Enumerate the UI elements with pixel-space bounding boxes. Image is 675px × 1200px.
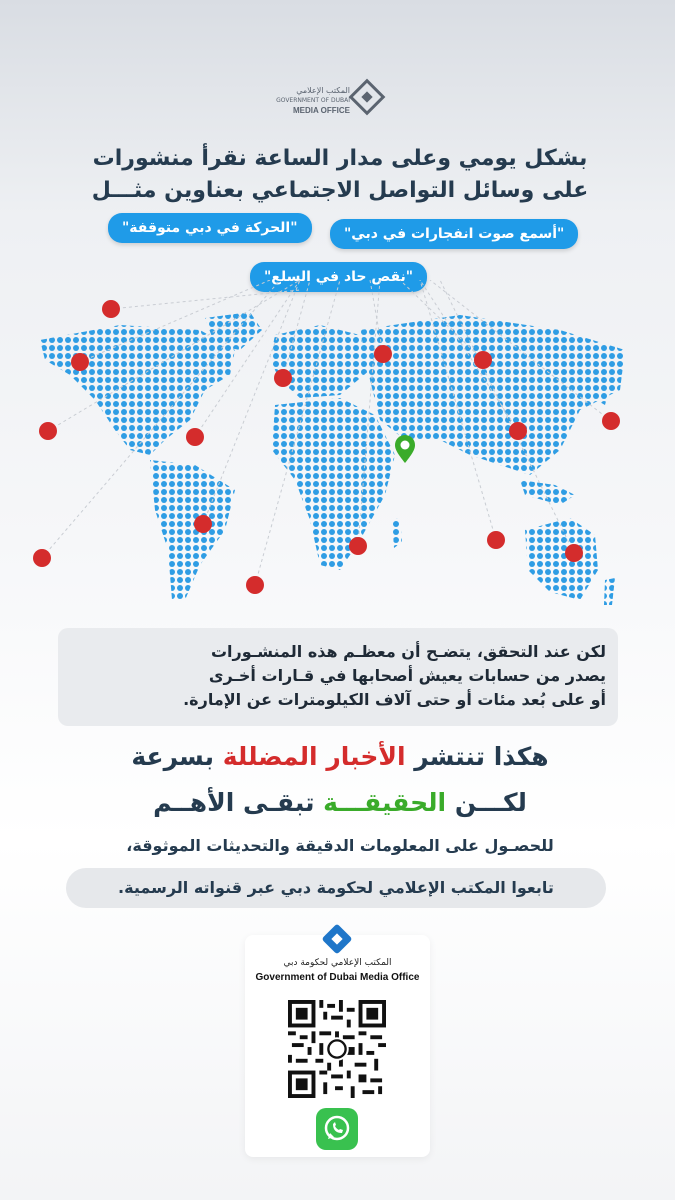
emphasis-2-post: تبقـى الأهــم (153, 788, 324, 817)
red-dot (186, 428, 204, 446)
red-dot (246, 576, 264, 594)
headline-line-2: على وسائل التواصل الاجتماعي بعناوين مثـــل (91, 178, 589, 203)
location-pin-icon (395, 435, 415, 463)
follow-line-2: تابعوا المكتب الإعلامي لحكومة دبي عبر قنواته الرسمية. (118, 878, 554, 897)
explanation-line-3: أو على بُعد مئات أو حتى آلاف الكيلومترات عن الإمارة. (183, 690, 606, 709)
explanation-text (70, 640, 606, 712)
qr-label-english: Government of Dubai Media Office (255, 972, 420, 983)
emphasis-line-2 (60, 788, 620, 817)
explanation-line-2: يصدر من حسابات يعيش أصحابها في قـارات أخـرى (208, 666, 606, 685)
red-dot (71, 353, 89, 371)
red-dot (374, 345, 392, 363)
world-map (0, 280, 675, 620)
rumor-chip-traffic: "الحركة في دبي متوقفة" (108, 213, 312, 243)
red-dot (602, 412, 620, 430)
follow-line-1: للحصـول على المعلومات الدقيقة والتحديثات الموثوقة، (126, 836, 554, 855)
media-office-logo (276, 82, 390, 122)
whatsapp-glyph-icon (316, 1108, 358, 1150)
red-dot (487, 531, 505, 549)
red-dot (474, 351, 492, 369)
media-office-diamond-icon (349, 79, 386, 116)
emphasis-1-highlight: الأخبار المضللة (222, 742, 406, 771)
whatsapp-icon[interactable] (316, 1108, 358, 1150)
emphasis-1-post: بسرعة (131, 742, 223, 771)
red-dot (509, 422, 527, 440)
qr-label-arabic: المكتب الإعلامي لحكومة دبي (283, 958, 392, 968)
red-dot (274, 369, 292, 387)
red-dot (102, 300, 120, 318)
red-dot (33, 549, 51, 567)
emphasis-2-highlight: الحقيقـــة (323, 788, 447, 817)
qr-code[interactable] (288, 1000, 386, 1098)
logo-text (276, 86, 350, 116)
red-dot (349, 537, 367, 555)
red-dot (565, 544, 583, 562)
headline-line-1: بشكل يومي وعلى مدار الساعة نقرأ منشورات (92, 146, 588, 171)
logo-government: GOVERNMENT OF DUBAI (276, 97, 350, 104)
logo-english: MEDIA OFFICE (292, 106, 350, 115)
emphasis-1-pre: هكذا تنتشر (405, 742, 549, 771)
red-dot (39, 422, 57, 440)
headline (60, 143, 620, 207)
emphasis-2-pre: لكـــن (446, 788, 527, 817)
rumor-chip-explosions: "أسمع صوت انفجارات في دبي" (330, 219, 578, 249)
emphasis-line-1 (60, 742, 620, 771)
red-dot (194, 515, 212, 533)
rumor-chip-shortage: "نقص حاد في السلع" (250, 262, 427, 292)
explanation-line-1: لكن عند التحقق، يتضـح أن معظـم هذه المنشـورات (210, 642, 606, 661)
logo-arabic: المكتب الإعلامي (296, 86, 350, 95)
